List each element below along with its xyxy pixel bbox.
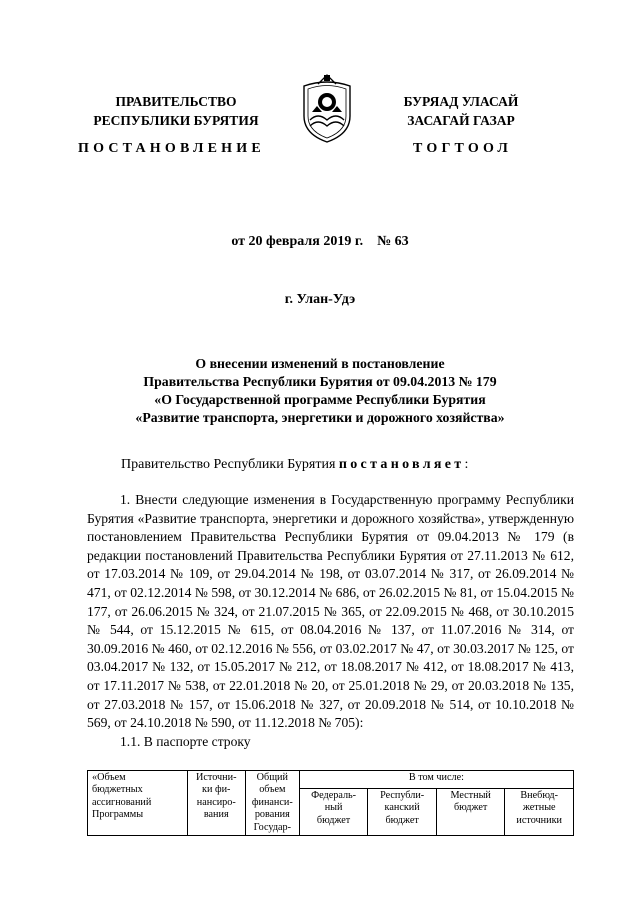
title-line1: О внесении изменений в постановление bbox=[195, 356, 445, 371]
table-cell-total-funding: Общий объем финанси- рования Государ- bbox=[245, 771, 299, 836]
paragraph-1: 1. Внести следующие изменения в Государственную программу Республики Бурятия «Развитие транспорта, энергетики и дорожного хозяйства», утвержденную постановлением Правительства Республики Бурятия от 09.04.2013 № 179 (в редакции постановлений Правительства Республики Бурятия от 27.11.2013 № 612, от 17.03.2014 № 109, от 29.04.2014 № 198, от 03.07.2014 № 317, от 26.09.2014 № 471, от 02.12.2014 № 598, от 30.12.2014 № 686, от 26.02.2015 № 81, от 15.04.2015 № 177, от 26.06.2015 № 324, от 21.07.2015 № 365, от 22.09.2015 № 468, от 30.10.2015 № 544, от 15.12.2015 № 615, от 08.04.2016 № 137, от 11.07.2016 № 314, от 30.09.2016 № 460, от 02.12.2016 № 556, от 03.02.2017 № 47, от 30.03.2017 № 125, от 03.04.2017 № 132, от 15.05.2017 № 212, от 18.08.2017 № 412, от 18.08.2017 № 413, от 17.11.2017 № 538, от 22.01.2018 № 20, от 25.01.2018 № 29, от 20.03.2018 № 135, от 27.03.2018 № 157, от 15.06.2018 № 327, от 20.09.2018 № 514, от 10.10.2018 № 569, от 24.10.2018 № 590, от 11.12.2018 № 705): bbox=[87, 492, 574, 731]
table-header-local-budget: Местный бюджет bbox=[436, 789, 505, 836]
doc-type-russian: ПОСТАНОВЛЕНИЕ bbox=[78, 141, 265, 156]
org-name-line1: ПРАВИТЕЛЬСТВО bbox=[115, 94, 237, 109]
table-header-republic-budget: Республи- канский бюджет bbox=[368, 789, 437, 836]
city: г. Улан-Удэ bbox=[284, 292, 356, 307]
paragraph-1-1: 1.1. В паспорте строку bbox=[120, 733, 251, 749]
passport-table bbox=[87, 770, 574, 836]
header-right bbox=[371, 92, 551, 130]
title-line4: «Развитие транспорта, энергетики и дорожного хозяйства» bbox=[135, 410, 505, 425]
table-header-including: В том числе: bbox=[299, 771, 573, 789]
preamble-text: Правительство Республики Бурятия bbox=[121, 457, 339, 472]
table-header-federal-budget: Федераль- ный бюджет bbox=[299, 789, 368, 836]
org-name-buryat-line2: ЗАСАГАЙ ГАЗАР bbox=[407, 113, 515, 128]
header-left bbox=[76, 92, 276, 130]
preamble-colon: : bbox=[464, 457, 469, 472]
title-line2: Правительства Республики Бурятия от 09.04.2013 № 179 bbox=[143, 374, 497, 389]
org-name-buryat-line1: БУРЯАД УЛАСАЙ bbox=[403, 94, 519, 109]
document-title bbox=[60, 355, 580, 427]
body-text bbox=[87, 491, 574, 751]
org-name-line2: РЕСПУБЛИКИ БУРЯТИЯ bbox=[93, 113, 259, 128]
title-line3: «О Государственной программе Республики Бурятия bbox=[154, 392, 486, 407]
table-cell-budget-allocation: «Объем бюджетных ассигнований Программы bbox=[88, 771, 188, 836]
doc-type-buryat: ТОГТООЛ bbox=[413, 141, 513, 156]
table-header-extrabudgetary: Внебюд- жетные источники bbox=[505, 789, 574, 836]
preamble-resolves: постановляет bbox=[338, 457, 465, 472]
date-number: от 20 февраля 2019 г. № 63 bbox=[231, 234, 409, 249]
coat-of-arms-icon bbox=[298, 72, 356, 146]
table-cell-funding-sources: Источни- ки фи- нансиро- вания bbox=[187, 771, 245, 836]
preamble bbox=[121, 456, 468, 475]
